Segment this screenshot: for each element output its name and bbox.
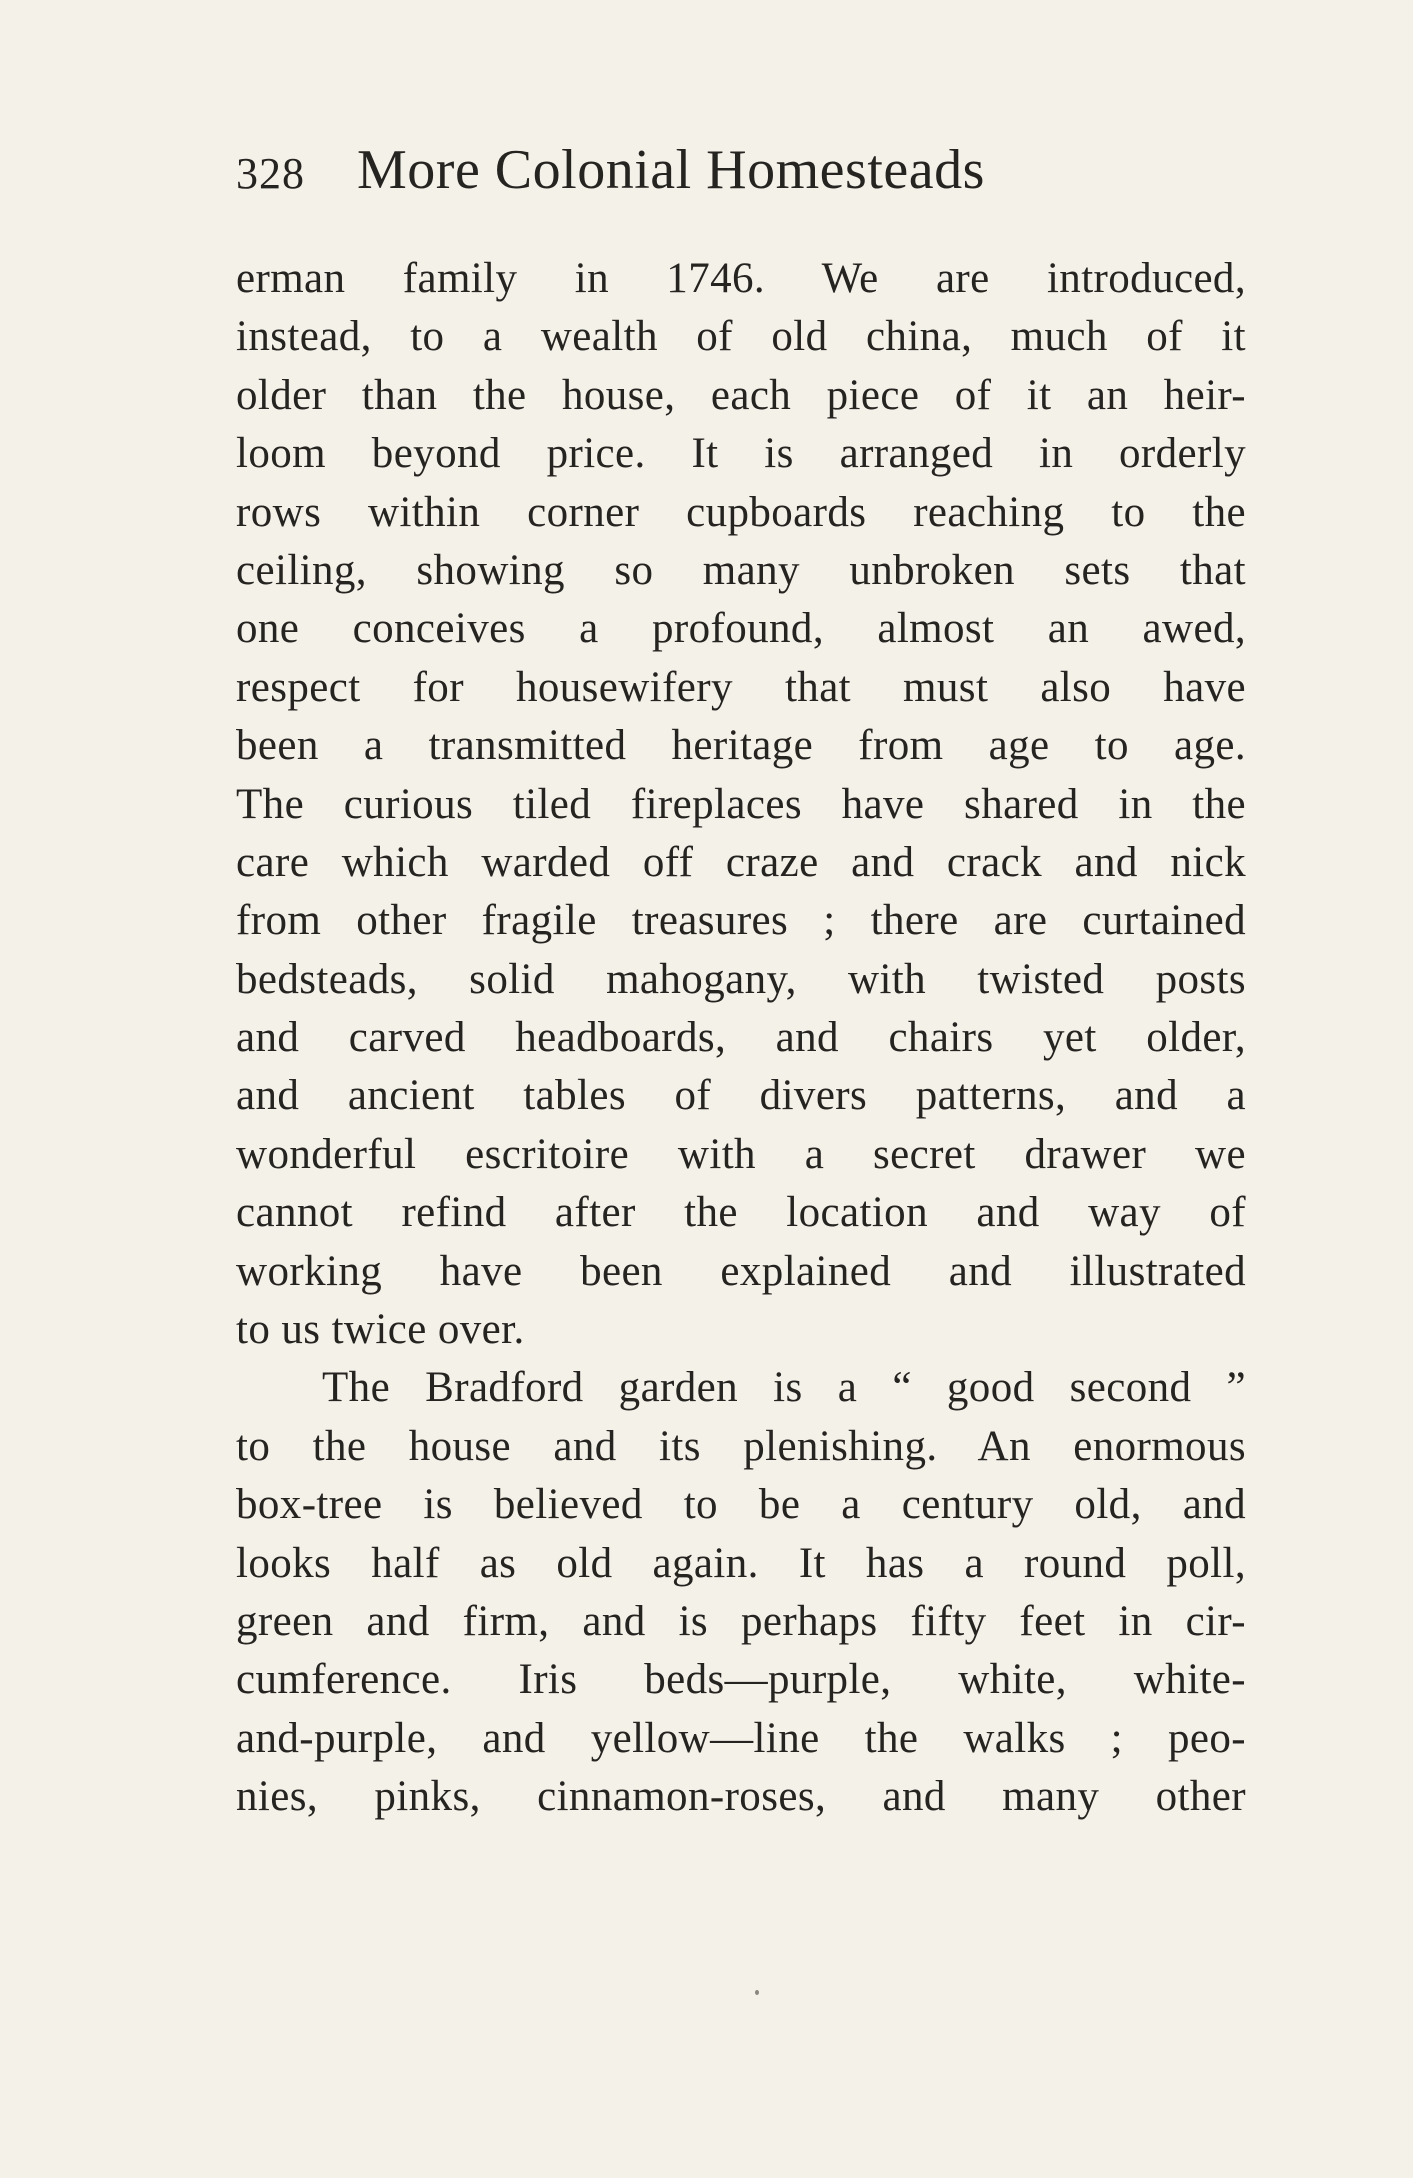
- text-line: The curious tiled fireplaces have shared in the: [236, 780, 1246, 828]
- text-line: bedsteads, solid mahogany, with twisted posts: [236, 955, 1246, 1003]
- book-title: More Colonial Homesteads: [357, 139, 985, 201]
- text-line: ceiling, showing so many unbroken sets that: [236, 546, 1246, 594]
- text-line: and carved headboards, and chairs yet older,: [236, 1014, 1246, 1062]
- text-line: to us twice over.: [236, 1306, 525, 1354]
- text-line: working have been explained and illustrated: [236, 1247, 1246, 1295]
- text-line: nies, pinks, cinnamon-roses, and many other: [236, 1773, 1246, 1821]
- text-line: instead, to a wealth of old china, much of it: [236, 313, 1246, 361]
- text-line: cumference. Iris beds—purple, white, white-: [236, 1656, 1246, 1704]
- page-number: 328: [236, 149, 305, 198]
- text-line: rows within corner cupboards reaching to the: [236, 488, 1246, 536]
- text-line: green and firm, and is perhaps fifty feet in cir-: [236, 1597, 1246, 1645]
- paper-speck: [755, 1990, 759, 1995]
- paragraph-2: [236, 1359, 1246, 1826]
- text-line: The Bradford garden is a “ good second ”: [322, 1364, 1246, 1412]
- text-line: and-purple, and yellow—line the walks ; peo-: [236, 1714, 1246, 1762]
- running-head: [236, 138, 985, 208]
- text-line: cannot refind after the location and way of: [236, 1189, 1246, 1237]
- text-line: wonderful escritoire with a secret drawer we: [236, 1130, 1246, 1178]
- text-line: box-tree is believed to be a century old, and: [236, 1481, 1246, 1529]
- text-line: respect for housewifery that must also have: [236, 663, 1246, 711]
- text-line: erman family in 1746. We are introduced,: [236, 255, 1246, 302]
- text-line: one conceives a profound, almost an awed,: [236, 605, 1246, 653]
- text-line: to the house and its plenishing. An enormous: [236, 1422, 1246, 1470]
- text-line: loom beyond price. It is arranged in orderly: [236, 430, 1246, 478]
- body-text: [236, 250, 1246, 1827]
- text-line: care which warded off craze and crack and nick: [236, 838, 1246, 886]
- text-line: looks half as old again. It has a round poll,: [236, 1539, 1246, 1587]
- paragraph-1: [236, 250, 1246, 1359]
- text-line: older than the house, each piece of it an heir-: [236, 371, 1246, 419]
- text-line: and ancient tables of divers patterns, and a: [236, 1072, 1246, 1120]
- text-line: from other fragile treasures ; there are curtained: [236, 897, 1246, 945]
- text-line: been a transmitted heritage from age to age.: [236, 722, 1246, 770]
